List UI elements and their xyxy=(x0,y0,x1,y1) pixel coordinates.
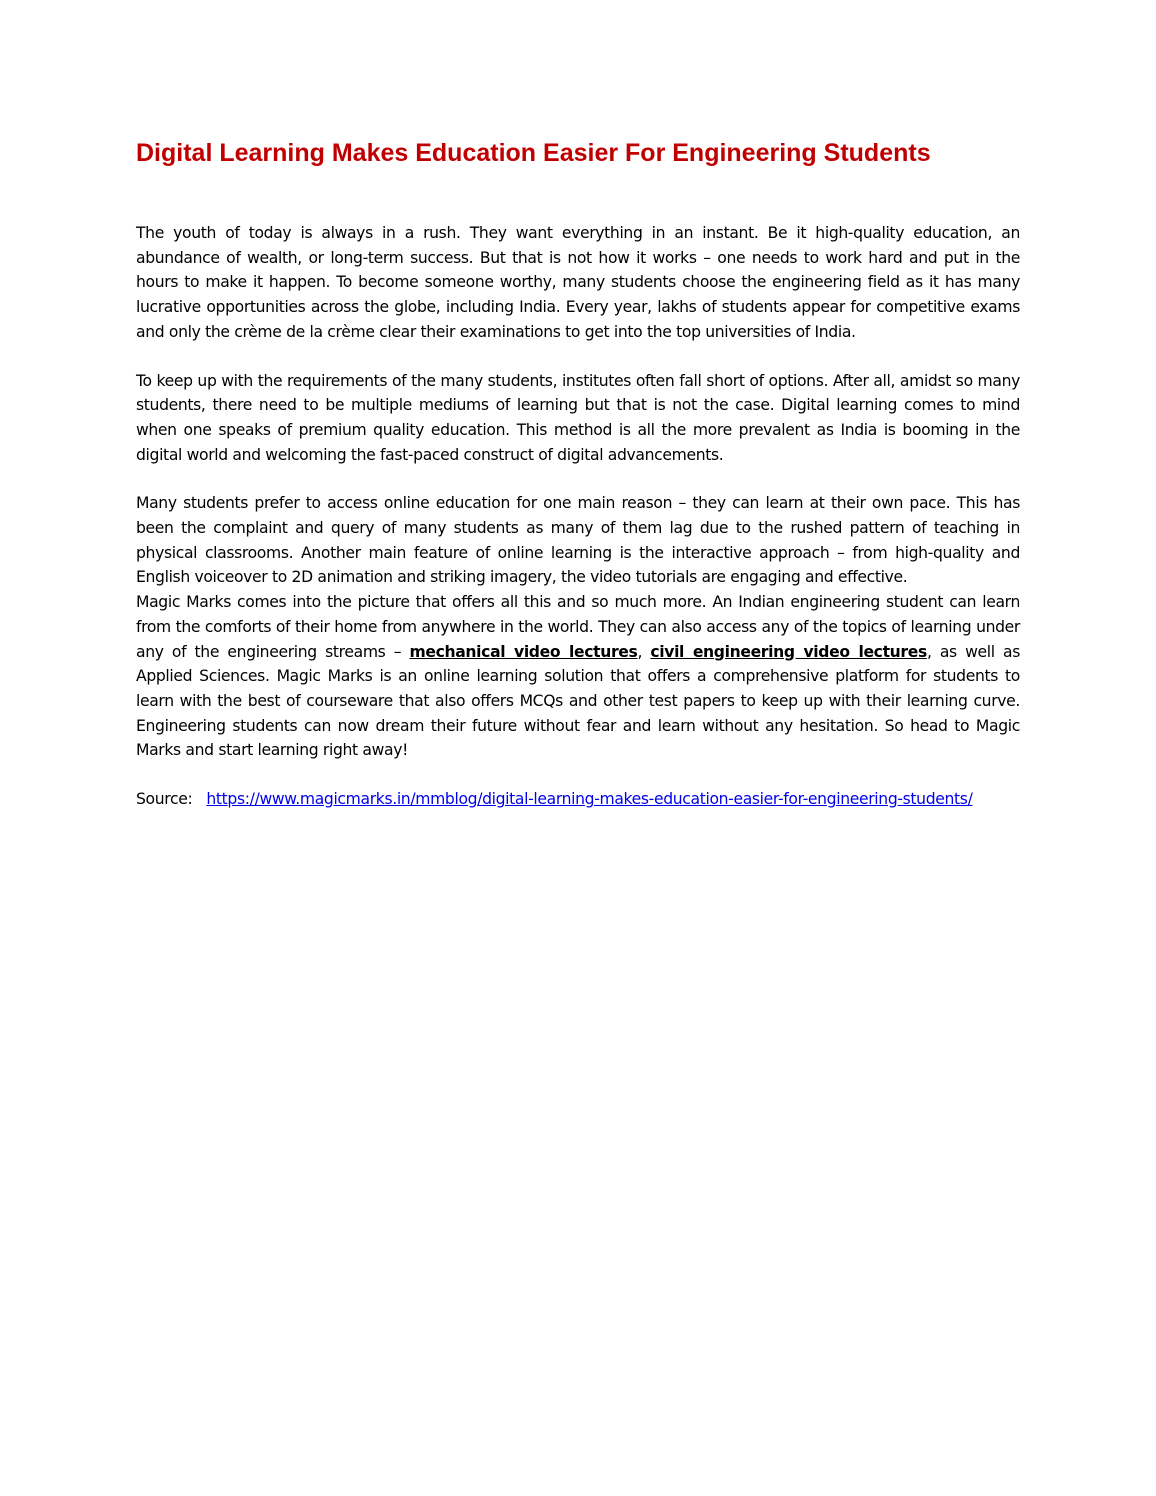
paragraph-intro: The youth of today is always in a rush. They want everything in an instant. Be it high-quality education, an abundance of wealth, or long-term success. But that is not how it works – one needs to work hard and put in the hours to make it happen. To become someone worthy, many students choose the engineering field as it has many lucrative opportunities across the globe, including India. Every year, lakhs of students appear for competitive exams and only the crème de la crème clear their examinations to get into the top universities of India. xyxy=(136,224,1020,341)
source-url-link[interactable]: https://www.magicmarks.in/mmblog/digital-learning-makes-education-easier-for-engineering-students/ xyxy=(206,790,973,809)
source-line xyxy=(136,787,1020,812)
document-page xyxy=(136,137,1021,809)
mechanical-video-lectures-link[interactable]: mechanical video lectures xyxy=(409,642,638,661)
link-separator: , xyxy=(637,642,651,661)
paragraph-digital-learning: To keep up with the requirements of the many students, institutes often fall short of options. After all, amidst so many students, there need to be multiple mediums of learning but that is not the case. Digital learning comes to mind when one speaks of premium quality education. This method is all the more prevalent as India is booming in the digital world and welcoming the fast-paced construct of digital advancements. xyxy=(136,371,1020,464)
paragraph-magic-marks-text-1: Magic Marks comes into the picture that offers all this and so much more. An Indian engineering student can learn from the comforts of their home from anywhere in the world. They can also access any of the topics of learning under any of the engineering streams – xyxy=(136,593,1020,661)
paragraph-magic-marks xyxy=(136,590,1020,763)
source-label: Source: xyxy=(136,790,193,809)
civil-engineering-video-lectures-link[interactable]: civil engineering video lectures xyxy=(650,642,927,661)
paragraph-online-education: Many students prefer to access online education for one main reason – they can learn at their own pace. This has been the complaint and query of many students as many of them lag due to the rushed pattern of teaching in physical classrooms. Another main feature of online learning is the interactive approach – from high-quality and English voiceover to 2D animation and striking imagery, the video tutorials are engaging and effective. xyxy=(136,494,1020,587)
document-title: Digital Learning Makes Education Easier For Engineering Students xyxy=(136,139,931,167)
document-body xyxy=(136,221,1020,812)
paragraph-magic-marks-text-2: , as well as Applied Sciences. Magic Marks is an online learning solution that offers a comprehensive platform for students to learn with the best of courseware that also offers MCQs and other test papers to keep up with their learning curve. Engineering students can now dream their future without fear and learn without any hesitation. So head to Magic Marks and start learning right away! xyxy=(136,642,1021,760)
